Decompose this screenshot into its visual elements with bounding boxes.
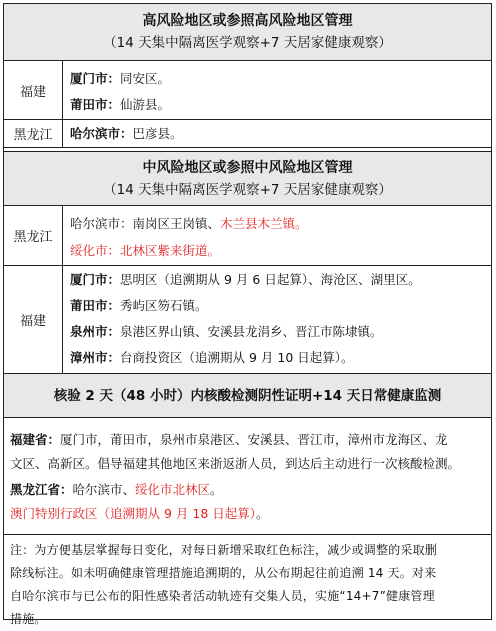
high-risk-title: 高风险地区或参照高风险地区管理: [142, 13, 353, 29]
test-group: [4, 418, 491, 535]
list-item: 泉州市：泉港区界山镇、安溪县龙涓乡、晋江市陈埭镇。: [70, 324, 383, 339]
mid-risk-header: [4, 151, 491, 206]
list-item: 厦门市：同安区。: [70, 71, 171, 86]
fujian-province-list-cont: 文区、高新区。倡导福建其他地区来浙返浙人员，到达后主动进行一次核酸检测。: [10, 456, 461, 471]
province-label: 福建: [4, 61, 63, 119]
high-heilongjiang-group: [4, 120, 491, 148]
list-item: 哈尔滨市：巴彦县。: [70, 126, 183, 141]
list-item: 厦门市：思明区（追溯期从 9 月 6 日起算）、海沧区、湖里区。: [70, 272, 421, 287]
list-item: 莆田市：仙游县。: [70, 97, 171, 112]
heilongjiang-province-list: 黑龙江省：哈尔滨市、绥化市北林区。: [10, 482, 223, 497]
high-risk-subtitle: （14 天集中隔离医学观察+7 天居家健康观察）: [103, 35, 392, 51]
note-line: 措施。: [10, 612, 47, 626]
note-line: 注：为方便基层掌握每日变化，对每日新增采取红色标注，减少或调整的采取删: [10, 543, 438, 557]
mid-risk-subtitle: （14 天集中隔离医学观察+7 天居家健康观察）: [103, 181, 392, 198]
list-item: 绥化市：北林区紫来街道。: [70, 243, 221, 258]
list-item: 漳州市：台商投资区（追溯期从 9 月 10 日起算）。: [70, 350, 354, 365]
high-fujian-group: [4, 61, 491, 120]
list-item: 哈尔滨市：南岗区王岗镇、木兰县木兰镇。: [70, 216, 308, 231]
province-label: 黑龙江: [4, 120, 63, 147]
high-risk-header: [4, 4, 491, 61]
fujian-province-list: 福建省：厦门市，莆田市，泉州市泉港区、安溪县、晋江市，漳州市龙海区、龙: [10, 432, 448, 447]
mid-fujian-group: [4, 266, 491, 374]
province-label: 福建: [4, 266, 63, 373]
note-line: 自哈尔滨市与已公布的阳性感染者活动轨迹有交集人员，实施“14+7”健康管理: [10, 589, 435, 603]
mid-risk-title: 中风险地区或参照中风险地区管理: [142, 159, 353, 176]
mid-heilongjiang-group: [4, 206, 491, 266]
test-title: 核验 2 天（48 小时）内核酸检测阴性证明+14 天日常健康监测: [53, 387, 442, 404]
province-label: 黑龙江: [4, 206, 63, 265]
risk-area-table: [3, 3, 492, 626]
test-header: [4, 374, 491, 418]
note-line: 除线标注。如未明确健康管理措施追溯期的，从公布期起往前追溯 14 天。对来: [10, 566, 437, 580]
note-section: [4, 535, 491, 626]
macau-entry: 澳门特别行政区（追溯期从 9 月 18 日起算）。: [10, 506, 269, 521]
list-item: 莆田市：秀屿区笏石镇。: [70, 298, 208, 313]
